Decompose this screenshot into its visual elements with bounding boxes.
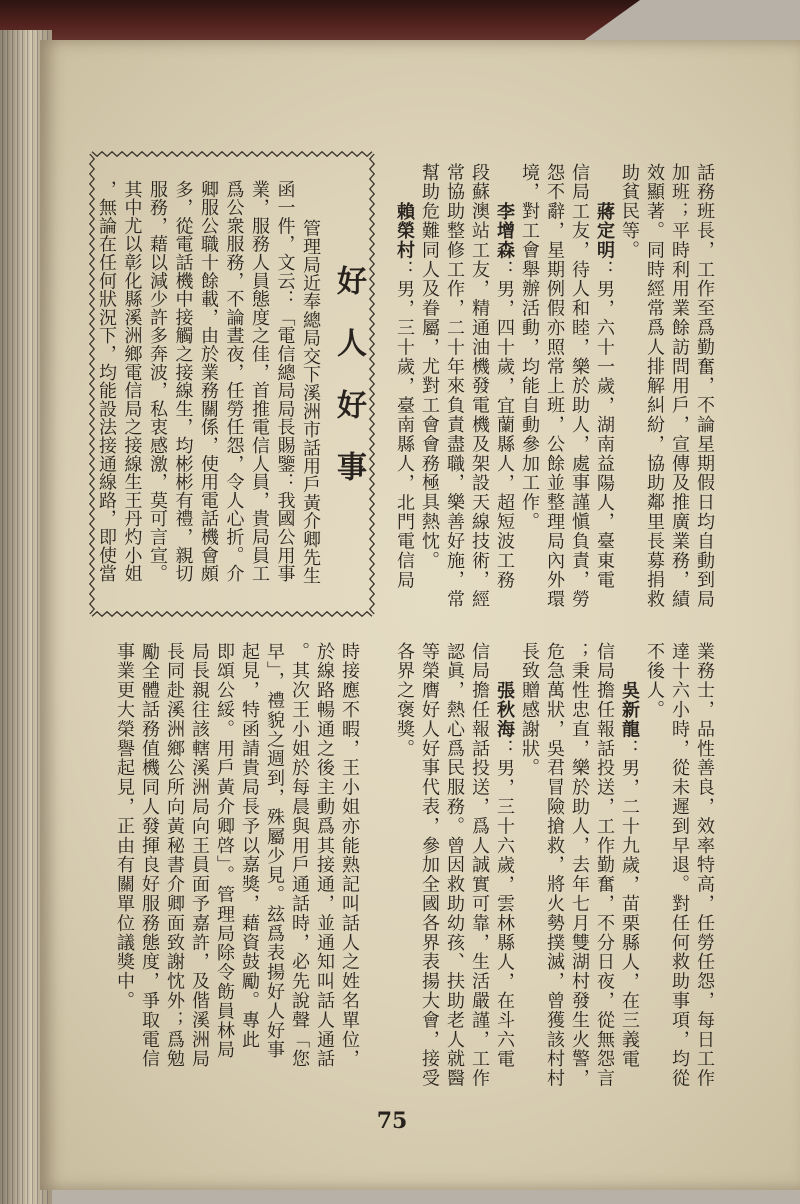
text-line: [592, 163, 617, 613]
feature-title: 好人好事: [331, 265, 366, 513]
text-line: [617, 642, 642, 1094]
text-line: 怨不辭，星期例假亦照常上班，公餘並整理局內外環: [544, 163, 565, 610]
text-line: ；秉性忠直，樂於助人，去年七月雙湖村發生火警，: [569, 642, 590, 1089]
lower-left-article: [112, 642, 362, 1094]
page-number: 75: [376, 1108, 408, 1134]
text-line: 業，服務人員態度之佳，首推電信人員，貴局員工: [249, 180, 270, 583]
text-line: 達十六小時，從未遲到早退。對任何救助事項，均從: [669, 642, 690, 1089]
text-line: 各界之褒獎。: [394, 642, 415, 759]
text-line: 不後人。: [644, 642, 665, 720]
box-border-right: [370, 154, 374, 614]
text-line: 信局工友，待人和睦，樂於助人，處事謹愼負責，勞: [569, 163, 590, 610]
lower-right-article: [392, 642, 717, 1094]
text-line: 認眞，熱心爲民服務。曾因救助幼孩、扶助老人就醫: [444, 642, 465, 1089]
person-name: 蔣定明: [594, 202, 615, 261]
text-line: 卿服公職十餘載，由於業務關係，使用電話機會頗: [198, 180, 219, 583]
text-line: 勵全體話務值機同人發揮良好服務態度，爭取電信: [139, 642, 160, 1069]
line-text: ：男，三十歲，臺南縣人，北門電信局: [394, 260, 415, 591]
text-line: 局長親往該轄溪洲局向王員面予嘉許，及偕溪洲局: [189, 642, 210, 1069]
text-line: 境，對工會舉辦活動，均能自動參加工作。: [519, 163, 540, 532]
box-border-top: [92, 152, 372, 156]
feature-box-text: [93, 180, 323, 608]
text-line: 長同赴溪洲鄉公所向黃秘書介卿面致謝忱外；爲勉: [164, 642, 185, 1069]
box-border-bottom: [92, 612, 372, 616]
text-line: 效顯著。同時經常爲人排解糾紛，協助鄰里長募捐救: [644, 163, 665, 610]
text-line: 。其次王小姐於每晨與用戶通話時，必先說聲「您: [289, 642, 310, 1069]
text-line: 多，從電話機中接觸之接線生，均彬彬有禮，親切: [172, 180, 194, 583]
text-line: ，無論在任何狀況下，均能設法接通線路，即使當: [96, 180, 117, 583]
text-line: 其中尤以彰化縣溪洲鄉電信局之接線生王丹灼小姐: [121, 180, 143, 583]
text-line: 時接應不暇，王小姐亦能熟記叫話人之姓名單位，: [339, 642, 360, 1069]
text-line: [392, 163, 417, 613]
text-line: 常協助整修工作，二十年來負責盡職，樂善好施，常: [444, 163, 465, 610]
upper-right-article: [392, 163, 717, 613]
text-line: 函一件，文云：「電信總局局長賜鑒：我國公用事: [274, 180, 296, 583]
person-name: 李增森: [494, 202, 515, 261]
text-line: 信局擔任報話投送，工作勤奮，不分日夜，從無怨言: [594, 642, 615, 1089]
text-line: [492, 163, 517, 613]
person-name: 吳新龍: [619, 681, 640, 740]
line-text: ：男，六十一歲，湖南益陽人，臺東電: [594, 260, 615, 591]
line-text: ：男，二十九歲，苗栗縣人，在三義電: [619, 739, 640, 1070]
text-line: 早」，禮貌之週到，殊屬少見。玆爲表揚好人好事: [264, 642, 285, 1060]
text-line: 話務班長，工作至爲勤奮，不論星期假日均自動到局: [694, 163, 715, 610]
text-line: 爲公衆服務，不論晝夜，任勞任怨，令人心折。介: [223, 180, 245, 583]
text-line: 等榮膺好人好事代表，參加全國各界表揚大會，接受: [419, 642, 440, 1089]
text-line: 管理局近奉總局交下溪洲市話用戶黃介卿先生: [300, 219, 321, 585]
line-text: ：男，四十歲，宜蘭縣人，超短波工務: [494, 260, 515, 591]
text-line: 段蘇澳站工友，精通油機發電機及架設天線技術，經: [469, 163, 490, 610]
text-line: 加班；平時利用業餘訪問用戶，宣傳及推廣業務，績: [669, 163, 690, 610]
text-line: 起見，特函請貴局長予以嘉獎，藉資鼓勵。專此: [239, 642, 260, 1050]
text-line: 事業更大榮譽起見，正由有關單位議獎中。: [114, 642, 135, 1011]
text-line: 業務士，品性善良，效率特高，任勞任怨，每日工作: [694, 642, 715, 1089]
text-line: 信局擔任報話投送，爲人誠實可靠，生活嚴謹，工作: [469, 642, 490, 1089]
text-line: 危急萬狀，吳君冒險搶救，將火勢撲滅，曾獲該村村: [544, 642, 565, 1089]
person-name: 賴榮村: [394, 202, 415, 261]
text-line: 幫助危難同人及眷屬，尤對工會會務極具熱忱。: [419, 163, 440, 571]
text-line: 即頌公綏。用戶黃介卿啓」。管理局除令飭員林局: [214, 642, 235, 1060]
text-line: 助貧民等。: [619, 163, 640, 260]
text-line: 長致贈感謝狀。: [519, 642, 540, 778]
person-name: 張秋海: [494, 681, 515, 740]
text-line: [492, 642, 517, 1094]
text-line: 服務，藉以減少許多奔波，私衷感激，莫可言宣。: [147, 180, 168, 583]
line-text: ：男，三十六歲，雲林縣人，在斗六電: [494, 739, 515, 1070]
text-line: 於線路暢通之後主動爲其接通，並通知叫話人通話: [314, 642, 335, 1069]
